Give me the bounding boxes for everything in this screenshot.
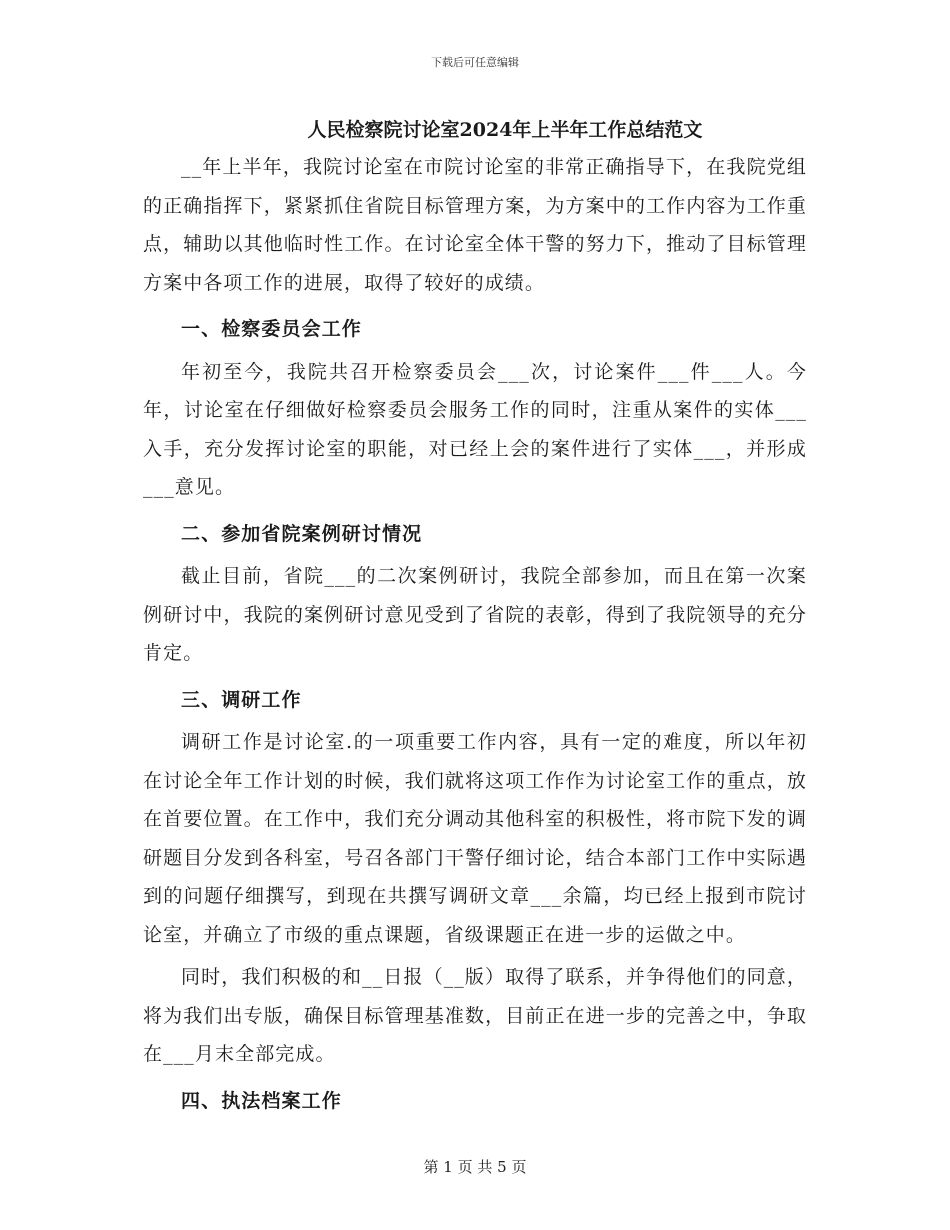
section-heading-4: 四、执法档案工作: [181, 1089, 342, 1112]
document-body: [143, 112, 807, 1120]
document-title: 人民检察院讨论室2024年上半年工作总结范文: [307, 119, 703, 141]
page-number: 第 1 页 共 5 页: [423, 1158, 527, 1176]
section-3-paragraph-1: 调研工作是讨论室.的一项重要工作内容，具有一定的难度，所以年初在讨论全年工作计划的时候，我们就将这项工作作为讨论室工作的重点，放在首要位置。在工作中，我们充分调动其他科室的积极性，将市院下发的调研题目分发到各科室，号召各部门干警仔细讨论，结合本部门工作中实际遇到的问题仔细撰写，到现在共撰写调研文章___余篇，均已经上报到市院讨论室，并确立了市级的重点课题，省级课题正在进一步的运做之中。: [143, 731, 807, 946]
section-3-paragraph-2: 同时，我们积极的和__日报（__版）取得了联系，并争得他们的同意，将为我们出专版，确保目标管理基准数，目前正在进一步的完善之中，争取在___月末全部完成。: [143, 966, 807, 1065]
page-header-note: 下载后可任意编辑: [431, 56, 519, 69]
section-1-paragraph: 年初至今，我院共召开检察委员会___次，讨论案件___件___人。今年，讨论室在仔细做好检察委员会服务工作的同时，注重从案件的实体___入手，充分发挥讨论室的职能，对已经上会的案件进行了实体___，并形成___意见。: [143, 360, 807, 498]
section-heading-1: 一、检察委员会工作: [181, 318, 362, 340]
section-heading-2: 二、参加省院案例研讨情况: [181, 522, 423, 545]
intro-paragraph: __年上半年，我院讨论室在市院讨论室的非常正确指导下，在我院党组的正确指挥下，紧紧抓住省院目标管理方案，为方案中的工作内容为工作重点，辅助以其他临时性工作。在讨论室全体干警的努力下，推动了目标管理方案中各项工作的进展，取得了较好的成绩。: [143, 156, 807, 294]
section-heading-3: 三、调研工作: [181, 688, 302, 711]
section-2-paragraph: 截止目前，省院___的二次案例研讨，我院全部参加，而且在第一次案例研讨中，我院的案例研讨意见受到了省院的表彰，得到了我院领导的充分肯定。: [143, 565, 807, 664]
